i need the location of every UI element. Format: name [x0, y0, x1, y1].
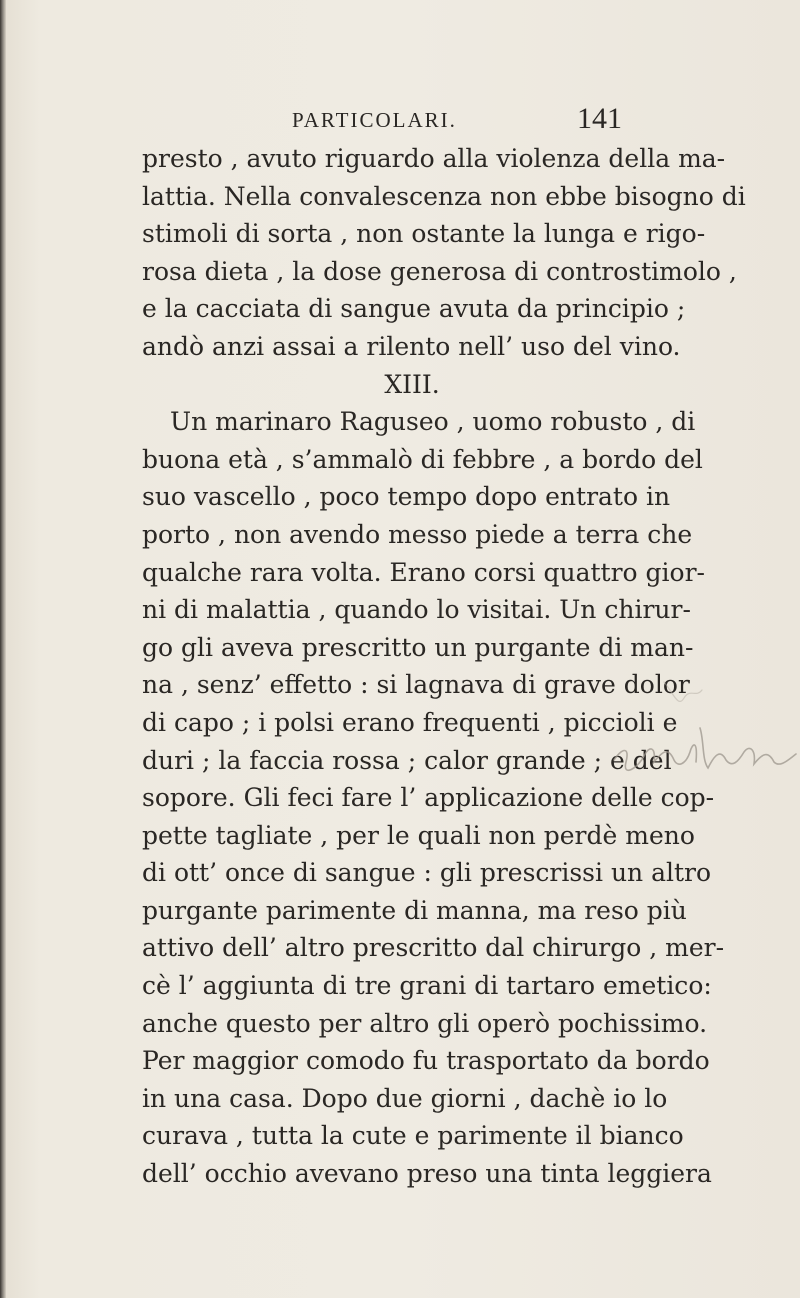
section-heading: XIII.	[384, 369, 440, 399]
text-line: Per maggior comodo fu trasportato da bordo	[142, 1046, 710, 1076]
text-line: attivo dell’ altro prescritto dal chirurgo , mer-	[142, 933, 725, 963]
text-line: stimoli di sorta , non ostante la lunga e rigo-	[142, 219, 706, 249]
text-line: porto , non avendo messo piede a terra che	[142, 519, 693, 549]
page-number: 141	[577, 102, 622, 135]
text-line: curava , tutta la cute e parimente il bianco	[142, 1121, 684, 1151]
text-line: duri ; la faccia rossa ; calor grande ; e del	[142, 745, 672, 775]
pencil-handwriting-mark	[604, 668, 800, 778]
text-line: lattia. Nella convalescenza non ebbe bisogno di	[142, 181, 746, 211]
text-line: di ott’ once di sangue : gli prescrissi un altro	[142, 858, 712, 888]
page-binding-edge	[0, 0, 6, 1298]
text-line: e la cacciata di sangue avuta da principio ;	[142, 294, 686, 324]
text-line: in una casa. Dopo due giorni , dachè io lo	[142, 1083, 668, 1113]
text-line: buona età , s’ammalò di febbre , a bordo del	[142, 444, 703, 474]
text-line: qualche rara volta. Erano corsi quattro gior-	[142, 557, 706, 587]
text-line: presto , avuto riguardo alla violenza della ma-	[142, 144, 726, 173]
text-line: ni di malattia , quando lo visitai. Un chirur-	[142, 595, 691, 625]
body-text	[142, 140, 746, 1193]
text-line: andò anzi assai a rilento nell’ uso del vino.	[142, 331, 681, 361]
text-line: na , senz’ effetto : si lagnava di grave dolor	[142, 670, 690, 700]
page-header	[292, 104, 622, 144]
text-line: dell’ occhio avevano preso una tinta leggiera	[142, 1159, 712, 1189]
text-line: Un marinaro Raguseo , uomo robusto , di	[170, 407, 696, 437]
text-line: di capo ; i polsi erano frequenti , piccioli e	[142, 707, 678, 737]
text-line: sopore. Gli feci fare l’ applicazione delle cop-	[142, 783, 715, 813]
running-head: PARTICOLARI.	[292, 108, 457, 132]
text-line: pette tagliate , per le quali non perdè meno	[142, 820, 695, 850]
text-line: suo vascello , poco tempo dopo entrato in	[142, 482, 671, 512]
text-line: rosa dieta , la dose generosa di controstimolo ,	[142, 256, 737, 286]
text-line: anche questo per altro gli operò pochissimo.	[142, 1008, 708, 1038]
text-line: cè l’ aggiunta di tre grani di tartaro emetico:	[142, 971, 712, 1001]
text-line: go gli aveva prescritto un purgante di man-	[142, 632, 694, 662]
text-line: purgante parimente di manna, ma reso più	[142, 895, 687, 925]
